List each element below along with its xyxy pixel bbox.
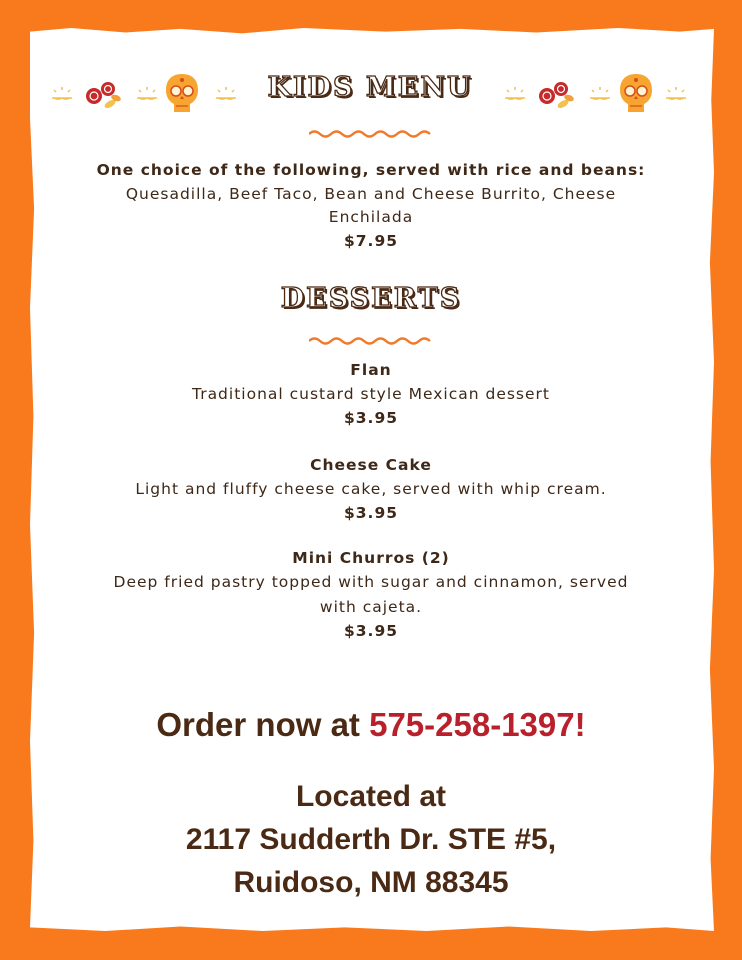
kids-choice-line: One choice of the following, served with rice and beans: (96, 161, 646, 179)
wavy-divider-icon (309, 129, 433, 139)
dessert-desc-flan: Traditional custard style Mexican dessert (192, 385, 550, 403)
sun-ornament-icon (50, 86, 74, 100)
sun-ornament-icon (664, 86, 688, 100)
sugar-skull-icon (164, 72, 200, 116)
desserts-title: DESSERTS (280, 283, 462, 314)
dessert-price-cheesecake: $3.95 (343, 504, 399, 522)
rose-icon (533, 78, 581, 112)
sun-ornament-icon (588, 86, 612, 100)
sun-ornament-icon (503, 86, 527, 100)
dessert-desc-churros-line1: Deep fried pastry topped with sugar and cinnamon, served (113, 573, 629, 591)
address-city: Ruidoso, NM 88345 (233, 866, 509, 899)
sugar-skull-icon (618, 72, 654, 116)
dessert-desc-churros-line2: with cajeta. (319, 598, 423, 616)
order-prefix: Order now at (156, 706, 370, 743)
dessert-name-churros: Mini Churros (2) (292, 549, 450, 567)
rose-icon (80, 78, 128, 112)
dessert-name-cheesecake: Cheese Cake (310, 456, 432, 474)
sun-ornament-icon (135, 86, 159, 100)
dessert-name-flan: Flan (350, 361, 392, 379)
location-label: Located at (295, 780, 447, 813)
dessert-price-flan: $3.95 (343, 409, 399, 427)
order-line (0, 706, 742, 744)
kids-price: $7.95 (343, 232, 399, 250)
address-street: 2117 Sudderth Dr. STE #5, (185, 823, 557, 856)
kids-items-line1: Quesadilla, Beef Taco, Bean and Cheese Burrito, Cheese (125, 185, 617, 203)
phone-number[interactable]: 575-258-1397! (369, 706, 586, 743)
sun-ornament-icon (214, 86, 238, 100)
wavy-divider-icon (309, 336, 433, 346)
dessert-desc-cheesecake: Light and fluffy cheese cake, served with whip cream. (135, 480, 607, 498)
dessert-price-churros: $3.95 (343, 622, 399, 640)
kids-items-line2: Enchilada (328, 208, 414, 226)
kids-menu-title: KIDS MENU (267, 72, 473, 103)
